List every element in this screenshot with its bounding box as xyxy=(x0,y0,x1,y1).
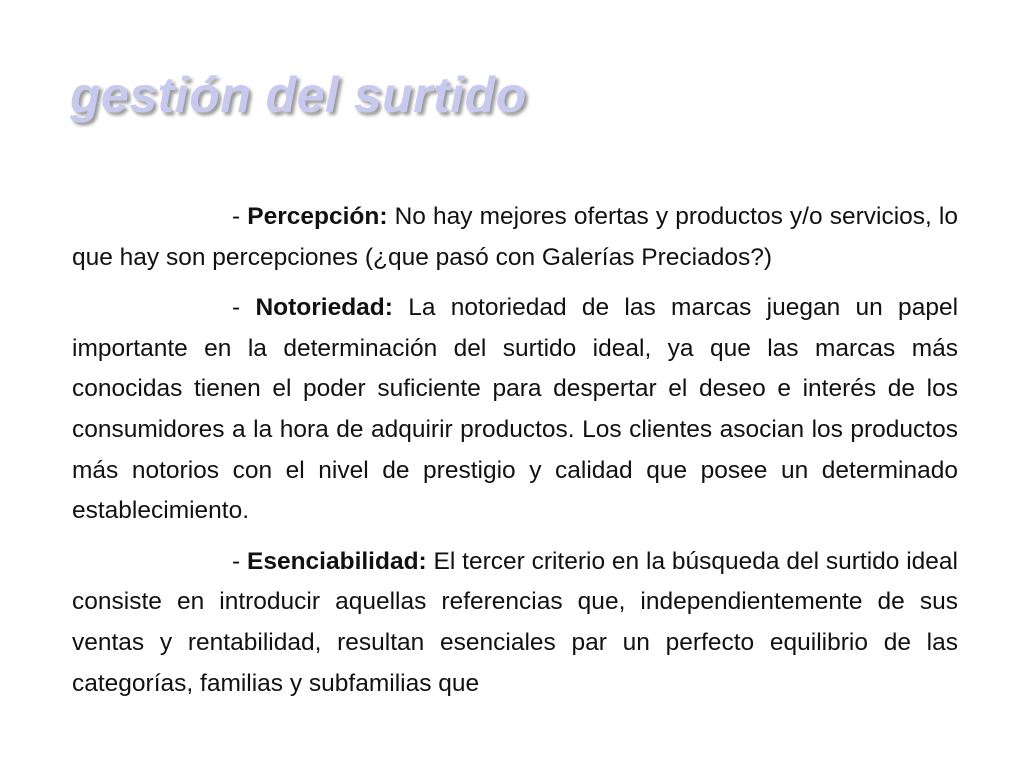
paragraph-text: El tercer criterio en la búsqueda del surtido ideal consiste en introducir aquellas referencias que, independientemente de sus ventas y rentabilidad, resultan esenciales par un perfecto equilibrio de las categorías, familias y subfamilias que xyxy=(72,547,958,697)
term-esenciabilidad: Esenciabilidad: xyxy=(246,547,427,575)
term-notoriedad: Notoriedad: xyxy=(255,294,393,322)
paragraph-dash: - xyxy=(232,203,248,230)
paragraph-dash: - xyxy=(232,547,247,575)
term-percepcion: Percepción: xyxy=(247,203,388,230)
paragraph-text: No hay mejores ofertas y productos y/o servicios, lo que hay son percepciones (¿que pasó con Galerías Preciados?) xyxy=(72,203,958,271)
paragraph-dash: - xyxy=(232,294,256,322)
paragraph-text: La notoriedad de las marcas juegan un papel importante en la determinación del surtido ideal, ya que las marcas más conocidas tienen el poder suficiente para despertar el deseo e interés de los consumidores a la hora de adquirir productos. Los clientes asocian los productos más notorios con el nivel de prestigio y calidad que posee un determinado establecimiento. xyxy=(72,294,959,525)
paragraph-percepcion xyxy=(72,197,958,278)
slide-title: gestión del surtido xyxy=(70,67,527,123)
paragraph-notoriedad xyxy=(72,288,958,532)
slide-body xyxy=(72,197,958,714)
paragraph-esenciabilidad xyxy=(72,542,958,704)
